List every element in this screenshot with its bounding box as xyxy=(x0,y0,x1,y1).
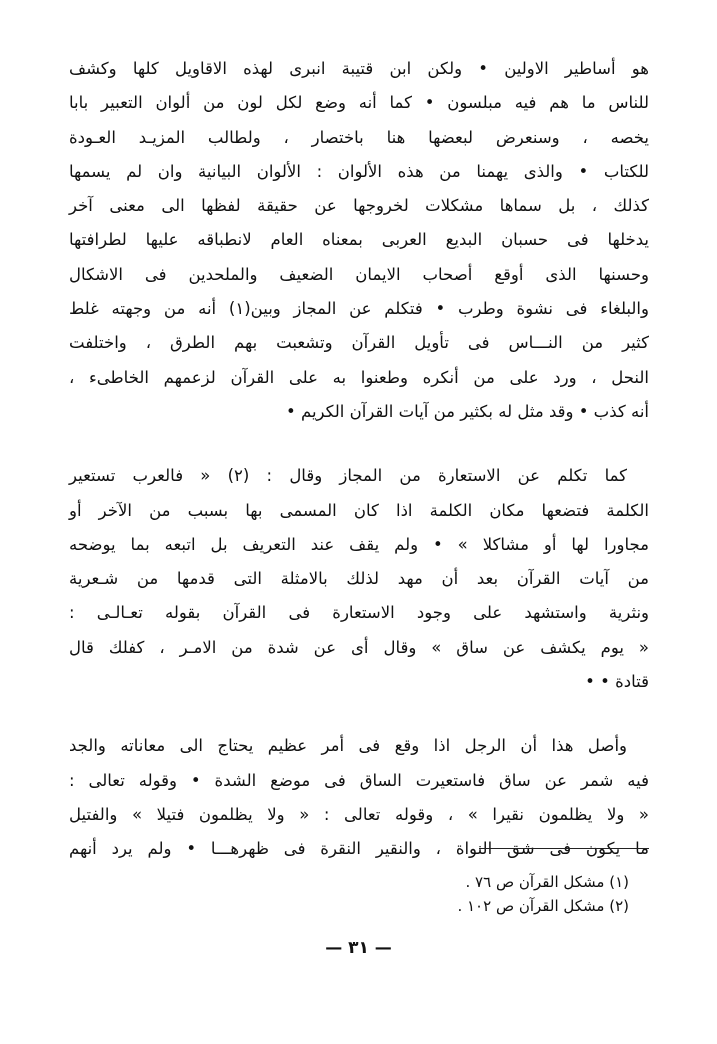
text-line: ونثرية واستشهد على وجود الاستعارة فى القرآن بقوله تعـالـى : xyxy=(69,603,649,623)
text-line: النحل ، ورد على من أنكره وطعنوا به على القرآن لزعمهم الخاطىء ، xyxy=(69,367,649,387)
text-line: فيه شمر عن ساق فاستعيرت الساق فى موضع الشدة • وقوله تعالى : xyxy=(69,770,649,790)
text-line: كذلك ، بل سماها مشكلات لخروجها عن حقيقة لفظها الى معنى آخر xyxy=(69,196,649,216)
text-line: من آيات القرآن بعد أن مهد لذلك بالامثلة التى قدمها من شـعرية xyxy=(69,569,649,589)
text-line: كما تكلم عن الاستعارة من المجاز وقال : (٢) « فالعرب تستعير xyxy=(69,466,627,486)
text-line: قتادة • • xyxy=(585,672,649,692)
footnote-2: (٢) مشكل القرآن ص ١٠٢ . xyxy=(457,897,629,915)
text-line: ما يكون فى شق النواة ، والنقير النقرة فى ظهرهـــا • ولم يرد أنهم xyxy=(69,839,649,859)
paragraph-3 xyxy=(69,729,649,866)
text-line: والبلغاء فى نشوة وطرب • فتكلم عن المجاز وبين(١) أنه من وجهته غلط xyxy=(69,299,649,319)
text-line: كثير من النـــاس فى تأويل القرآن وتشعبت بهم الطرق ، واختلفت xyxy=(69,333,649,353)
text-line: « يوم يكشف عن ساق » وقال أى عن شدة من الامـر ، كفلك قال xyxy=(69,637,649,657)
paragraph-1 xyxy=(69,52,649,429)
text-line: هو أساطير الاولين • ولكن ابن قتيبة انبرى لهذه الاقاويل كلها وكشف xyxy=(69,59,649,78)
footnotes xyxy=(229,870,629,918)
text-line: الكلمة فتضعها مكان الكلمة اذا كان المسمى بها بسبب من الآخر أو xyxy=(69,500,649,520)
text-line: للكتاب • والذى يهمنا من هذه الألوان : الألوان البيانية وان لم يسمها xyxy=(69,161,649,181)
text-line: مجاورا لها أو مشاكلا » • ولم يقف عند التعريف بل اتبعه بما يوضحه xyxy=(69,534,649,554)
text-line: أنه كذب • وقد مثل له بكثير من آيات القرآن الكريم • xyxy=(286,401,649,421)
text-line: للناس ما هم فيه مبلسون • كما أنه وضع لكل لون من ألوان التعبير بابا xyxy=(69,93,649,113)
text-line: يخصه ، وسنعرض لبعضها هنا باختصار ، ولطالب المزيـد العـودة xyxy=(69,127,649,147)
text-line: وحسنها الذى أوقع أصحاب الايمان الضعيف والملحدين فى الاشكال xyxy=(69,264,649,284)
paragraph-2 xyxy=(69,459,649,699)
main-text xyxy=(69,52,649,867)
text-line: يدخلها فى حسبان البديع العربى بمعناه العام لانطباقه عليها لطرافتها xyxy=(69,230,649,250)
text-line: « ولا يظلمون نقيرا » ، وقوله تعالى : « ولا يظلمون فتيلا » والفتيل xyxy=(69,804,649,824)
footnote-1: (١) مشكل القرآن ص ٧٦ . xyxy=(465,873,629,891)
text-line: وأصل هذا أن الرجل اذا وقع فى أمر عظيم يحتاج الى معاناته والجد xyxy=(69,736,627,756)
footnote-divider xyxy=(479,848,649,849)
page-number: — ٣١ — xyxy=(325,938,392,958)
